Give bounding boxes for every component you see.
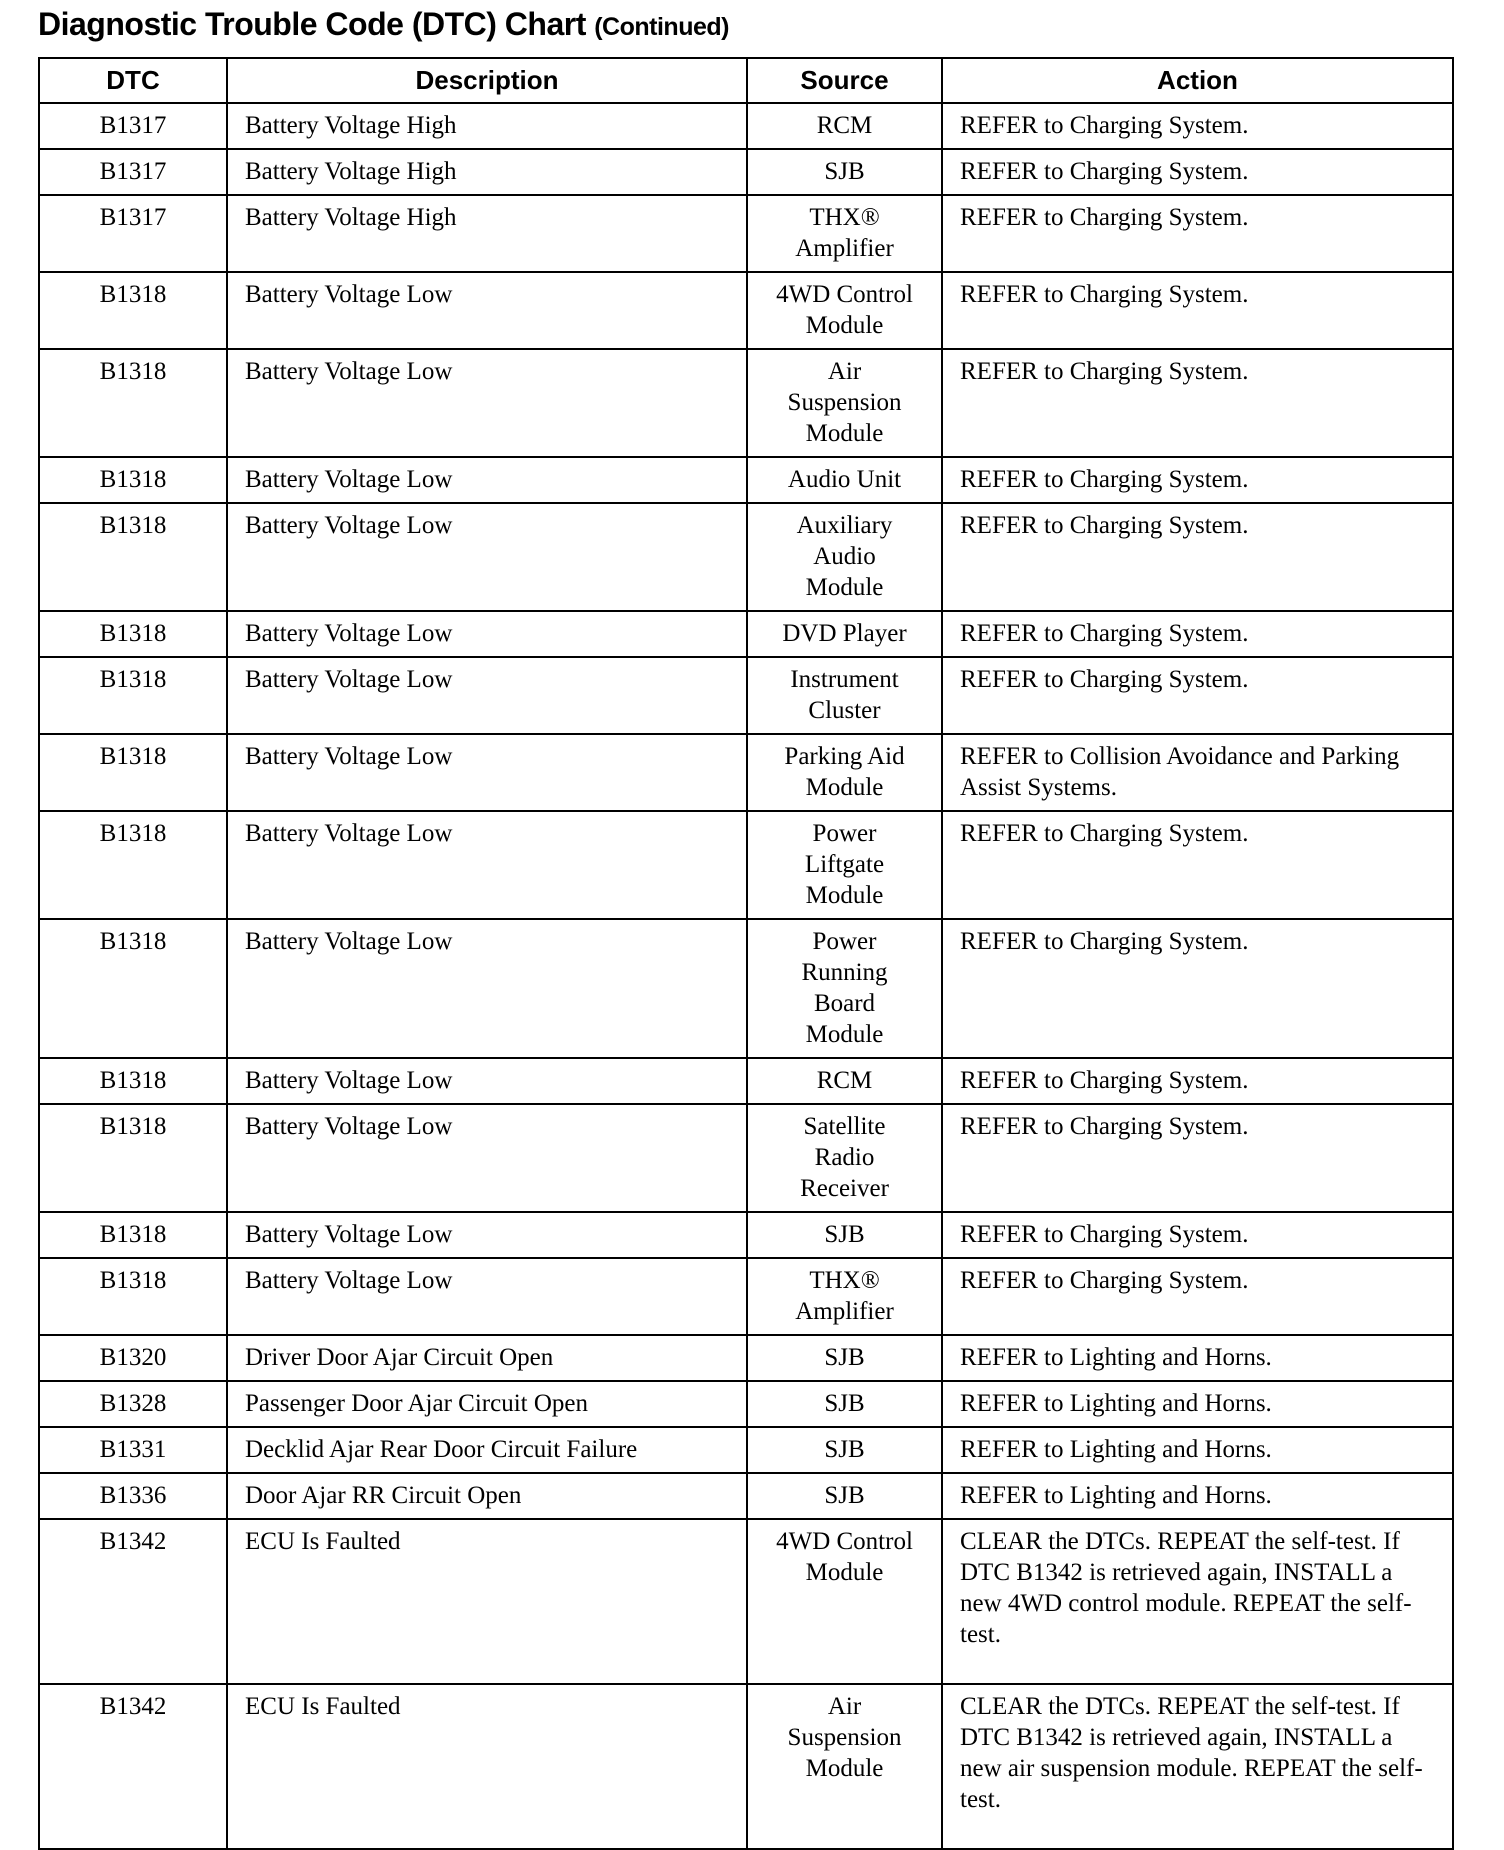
action-cell: REFER to Charging System.	[942, 811, 1453, 919]
dtc-cell: B1317	[39, 149, 227, 195]
action-cell: REFER to Charging System.	[942, 1104, 1453, 1212]
table-row	[39, 657, 1453, 734]
source-cell: SJB	[747, 149, 942, 195]
description-cell: Battery Voltage Low	[227, 272, 747, 349]
source-cell: SJB	[747, 1473, 942, 1519]
source-cell: DVD Player	[747, 611, 942, 657]
table-row	[39, 1381, 1453, 1427]
dtc-cell: B1342	[39, 1519, 227, 1684]
action-cell: REFER to Charging System.	[942, 503, 1453, 611]
action-cell: REFER to Charging System.	[942, 457, 1453, 503]
source-cell: Air Suspension Module	[747, 349, 942, 457]
action-cell: REFER to Charging System.	[942, 149, 1453, 195]
description-cell: Battery Voltage High	[227, 195, 747, 272]
dtc-cell: B1328	[39, 1381, 227, 1427]
table-row	[39, 1335, 1453, 1381]
description-cell: Decklid Ajar Rear Door Circuit Failure	[227, 1427, 747, 1473]
description-cell: ECU Is Faulted	[227, 1519, 747, 1684]
column-header-action: Action	[942, 58, 1453, 103]
source-cell: Satellite Radio Receiver	[747, 1104, 942, 1212]
action-cell: REFER to Charging System.	[942, 349, 1453, 457]
description-cell: Battery Voltage Low	[227, 657, 747, 734]
action-cell: REFER to Lighting and Horns.	[942, 1335, 1453, 1381]
description-cell: Battery Voltage Low	[227, 1104, 747, 1212]
action-cell: REFER to Lighting and Horns.	[942, 1381, 1453, 1427]
column-header-source: Source	[747, 58, 942, 103]
source-cell: Audio Unit	[747, 457, 942, 503]
table-row	[39, 734, 1453, 811]
description-cell: Battery Voltage Low	[227, 611, 747, 657]
source-cell: SJB	[747, 1335, 942, 1381]
action-cell: REFER to Charging System.	[942, 657, 1453, 734]
table-row	[39, 1258, 1453, 1335]
table-row	[39, 457, 1453, 503]
table-row	[39, 1684, 1453, 1849]
description-cell: Battery Voltage Low	[227, 811, 747, 919]
title-suffix: (Continued)	[594, 13, 729, 41]
action-cell: REFER to Lighting and Horns.	[942, 1473, 1453, 1519]
description-cell: Battery Voltage Low	[227, 457, 747, 503]
action-cell: CLEAR the DTCs. REPEAT the self-test. If DTC B1342 is retrieved again, INSTALL a new 4WD control module. REPEAT the self-test.	[942, 1519, 1453, 1684]
dtc-cell: B1331	[39, 1427, 227, 1473]
dtc-table	[38, 57, 1454, 1850]
source-cell: RCM	[747, 1058, 942, 1104]
action-cell: REFER to Collision Avoidance and Parking Assist Systems.	[942, 734, 1453, 811]
table-row	[39, 349, 1453, 457]
table-row	[39, 149, 1453, 195]
table-row	[39, 1212, 1453, 1258]
table-row	[39, 272, 1453, 349]
table-row	[39, 103, 1453, 149]
action-cell: CLEAR the DTCs. REPEAT the self-test. If DTC B1342 is retrieved again, INSTALL a new air suspension module. REPEAT the self-test.	[942, 1684, 1453, 1849]
action-cell: REFER to Charging System.	[942, 1058, 1453, 1104]
action-cell: REFER to Lighting and Horns.	[942, 1427, 1453, 1473]
dtc-cell: B1342	[39, 1684, 227, 1849]
description-cell: Door Ajar RR Circuit Open	[227, 1473, 747, 1519]
action-cell: REFER to Charging System.	[942, 611, 1453, 657]
dtc-cell: B1318	[39, 611, 227, 657]
column-header-dtc: DTC	[39, 58, 227, 103]
action-cell: REFER to Charging System.	[942, 1212, 1453, 1258]
action-cell: REFER to Charging System.	[942, 272, 1453, 349]
table-row	[39, 503, 1453, 611]
dtc-cell: B1317	[39, 103, 227, 149]
description-cell: Battery Voltage Low	[227, 1258, 747, 1335]
dtc-cell: B1318	[39, 457, 227, 503]
table-row	[39, 195, 1453, 272]
dtc-cell: B1318	[39, 1104, 227, 1212]
description-cell: Battery Voltage Low	[227, 919, 747, 1058]
description-cell: ECU Is Faulted	[227, 1684, 747, 1849]
description-cell: Battery Voltage High	[227, 149, 747, 195]
table-row	[39, 919, 1453, 1058]
source-cell: 4WD Control Module	[747, 1519, 942, 1684]
description-cell: Passenger Door Ajar Circuit Open	[227, 1381, 747, 1427]
source-cell: THX® Amplifier	[747, 195, 942, 272]
table-row	[39, 1473, 1453, 1519]
description-cell: Battery Voltage High	[227, 103, 747, 149]
description-cell: Battery Voltage Low	[227, 1058, 747, 1104]
table-row	[39, 1427, 1453, 1473]
source-cell: SJB	[747, 1381, 942, 1427]
dtc-cell: B1336	[39, 1473, 227, 1519]
action-cell: REFER to Charging System.	[942, 195, 1453, 272]
dtc-cell: B1318	[39, 503, 227, 611]
dtc-cell: B1318	[39, 734, 227, 811]
dtc-cell: B1318	[39, 1258, 227, 1335]
source-cell: SJB	[747, 1427, 942, 1473]
action-cell: REFER to Charging System.	[942, 1258, 1453, 1335]
source-cell: THX® Amplifier	[747, 1258, 942, 1335]
dtc-cell: B1318	[39, 349, 227, 457]
description-cell: Battery Voltage Low	[227, 349, 747, 457]
source-cell: Power Liftgate Module	[747, 811, 942, 919]
dtc-cell: B1318	[39, 811, 227, 919]
source-cell: Air Suspension Module	[747, 1684, 942, 1849]
source-cell: Instrument Cluster	[747, 657, 942, 734]
dtc-cell: B1318	[39, 1212, 227, 1258]
source-cell: SJB	[747, 1212, 942, 1258]
table-row	[39, 1104, 1453, 1212]
column-header-description: Description	[227, 58, 747, 103]
table-header-row	[39, 58, 1453, 103]
dtc-cell: B1318	[39, 919, 227, 1058]
table-row	[39, 1519, 1453, 1684]
dtc-cell: B1318	[39, 1058, 227, 1104]
description-cell: Battery Voltage Low	[227, 503, 747, 611]
dtc-cell: B1320	[39, 1335, 227, 1381]
title-main: Diagnostic Trouble Code (DTC) Chart	[38, 6, 586, 42]
dtc-cell: B1318	[39, 272, 227, 349]
description-cell: Battery Voltage Low	[227, 1212, 747, 1258]
source-cell: 4WD Control Module	[747, 272, 942, 349]
description-cell: Driver Door Ajar Circuit Open	[227, 1335, 747, 1381]
dtc-cell: B1317	[39, 195, 227, 272]
source-cell: Power Running Board Module	[747, 919, 942, 1058]
source-cell: RCM	[747, 103, 942, 149]
action-cell: REFER to Charging System.	[942, 919, 1453, 1058]
table-row	[39, 611, 1453, 657]
description-cell: Battery Voltage Low	[227, 734, 747, 811]
action-cell: REFER to Charging System.	[942, 103, 1453, 149]
table-row	[39, 811, 1453, 919]
dtc-cell: B1318	[39, 657, 227, 734]
source-cell: Auxiliary Audio Module	[747, 503, 942, 611]
page-title	[38, 6, 729, 43]
table-row	[39, 1058, 1453, 1104]
source-cell: Parking Aid Module	[747, 734, 942, 811]
